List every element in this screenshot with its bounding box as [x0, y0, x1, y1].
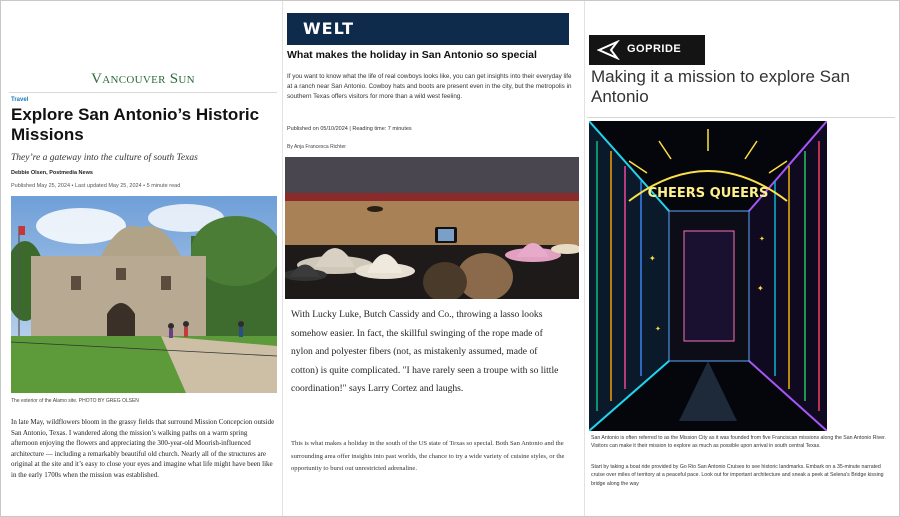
rodeo-photo — [285, 157, 579, 299]
alamo-photo — [11, 196, 277, 393]
article-teaser: If you want to know what the life of real cowboys looks like, you can get insights into their everyday life at a ranch near San Antonio. Cowboy hats and boots are present even in the city, but the metropolis in southern Texas offers visitors for more than a wild west feeling. — [287, 73, 572, 101]
article-body: In late May, wildflowers bloom in the grassy fields that surround Mission Concepcion outside San Antonio, Texas. I wandered along the mission’s walking paths on a warm spring afternoon enjoying the flowers and appreciating the 300-year-old Moorish-influenced architecture — including a remarkably beautiful old church. Nearly all of the structures are original at the site and it’s easy to close your eyes and imagine what life might have been like in the early 1700s when the mission was established. — [11, 418, 275, 479]
section-label[interactable]: Travel — [11, 97, 29, 103]
gopride-logo[interactable]: GOPRIDE — [627, 43, 682, 55]
divider — [587, 117, 895, 118]
article-author[interactable]: Debbie Olsen, Postmedia News — [11, 170, 93, 176]
publish-info: Published on 05/10/2024 | Reading time: 7 minutes — [287, 126, 412, 132]
article-body: Start by taking a boat ride provided by Go Rio San Antonio Cruises to see historic landmarks. Embark on a 35-minute narrated cruise over miles of territory at a peaceful pace. Look out for important architecture and sneak a peek at Selena's Bridge kissing bridge along the way — [591, 464, 884, 487]
divider — [9, 92, 277, 93]
neon-tunnel-photo — [589, 121, 827, 431]
article-deck: They’re a gateway into the culture of south Texas — [11, 153, 198, 163]
article-headline: What makes the holiday in San Antonio so special — [287, 49, 537, 61]
neon-sign: CHEERS QUEERS — [647, 186, 769, 201]
article-dates: Published May 25, 2024 • Last updated May 25, 2024 • 5 minute read — [11, 183, 181, 189]
article-headline: Explore San Antonio’s Historic Missions — [11, 105, 260, 144]
panel-divider — [282, 1, 283, 516]
article-headline: Making it a mission to explore San Antonio — [591, 67, 850, 106]
gopride-header-bar — [589, 35, 705, 65]
vancouver-sun-article — [9, 1, 277, 516]
star-icon: ✦ — [649, 254, 656, 263]
article-byline: By Anja Francesca Richter — [287, 144, 346, 150]
vancouver-sun-logo[interactable]: Vancouver Sun — [91, 71, 195, 87]
article-body: This is what makes a holiday in the south of the US state of Texas so special. Both San Antonio and the surrounding area offer insights into past worlds, the chance to try a wide variety of cuisine styles, or the opportunity to burst out unrestricted adrenaline. — [291, 440, 565, 473]
article-quote: With Lucky Luke, Butch Cassidy and Co., throwing a lasso looks somehow easier. In fact, the skillful swinging of the rope made of nylon and polyester fibers (not, as mistakenly assumed, made of cotton) is quite complicated. "I have rarely seen a troupe with so little coordination!" says Larry Cortez and laughs. — [291, 309, 559, 394]
gopride-article — [587, 1, 895, 516]
photo-caption: The exterior of the Alamo site. PHOTO BY GREG OLSEN — [11, 398, 139, 404]
photo-caption: San Antonio is often referred to as the Mission City as it was founded from five Franciscan missions along the San Antonio River. Visitors can make it their mission to explore as much as possible upon arrival in south central Texas. — [591, 435, 886, 450]
welt-logo[interactable]: WELT — [303, 19, 355, 38]
welt-article — [285, 1, 581, 516]
welt-header-bar — [287, 13, 569, 45]
star-icon: ✦ — [655, 325, 661, 333]
star-icon: ✦ — [757, 284, 764, 293]
gopride-logo-icon — [597, 40, 621, 60]
panel-divider — [584, 1, 585, 516]
star-icon: ✦ — [759, 235, 765, 243]
